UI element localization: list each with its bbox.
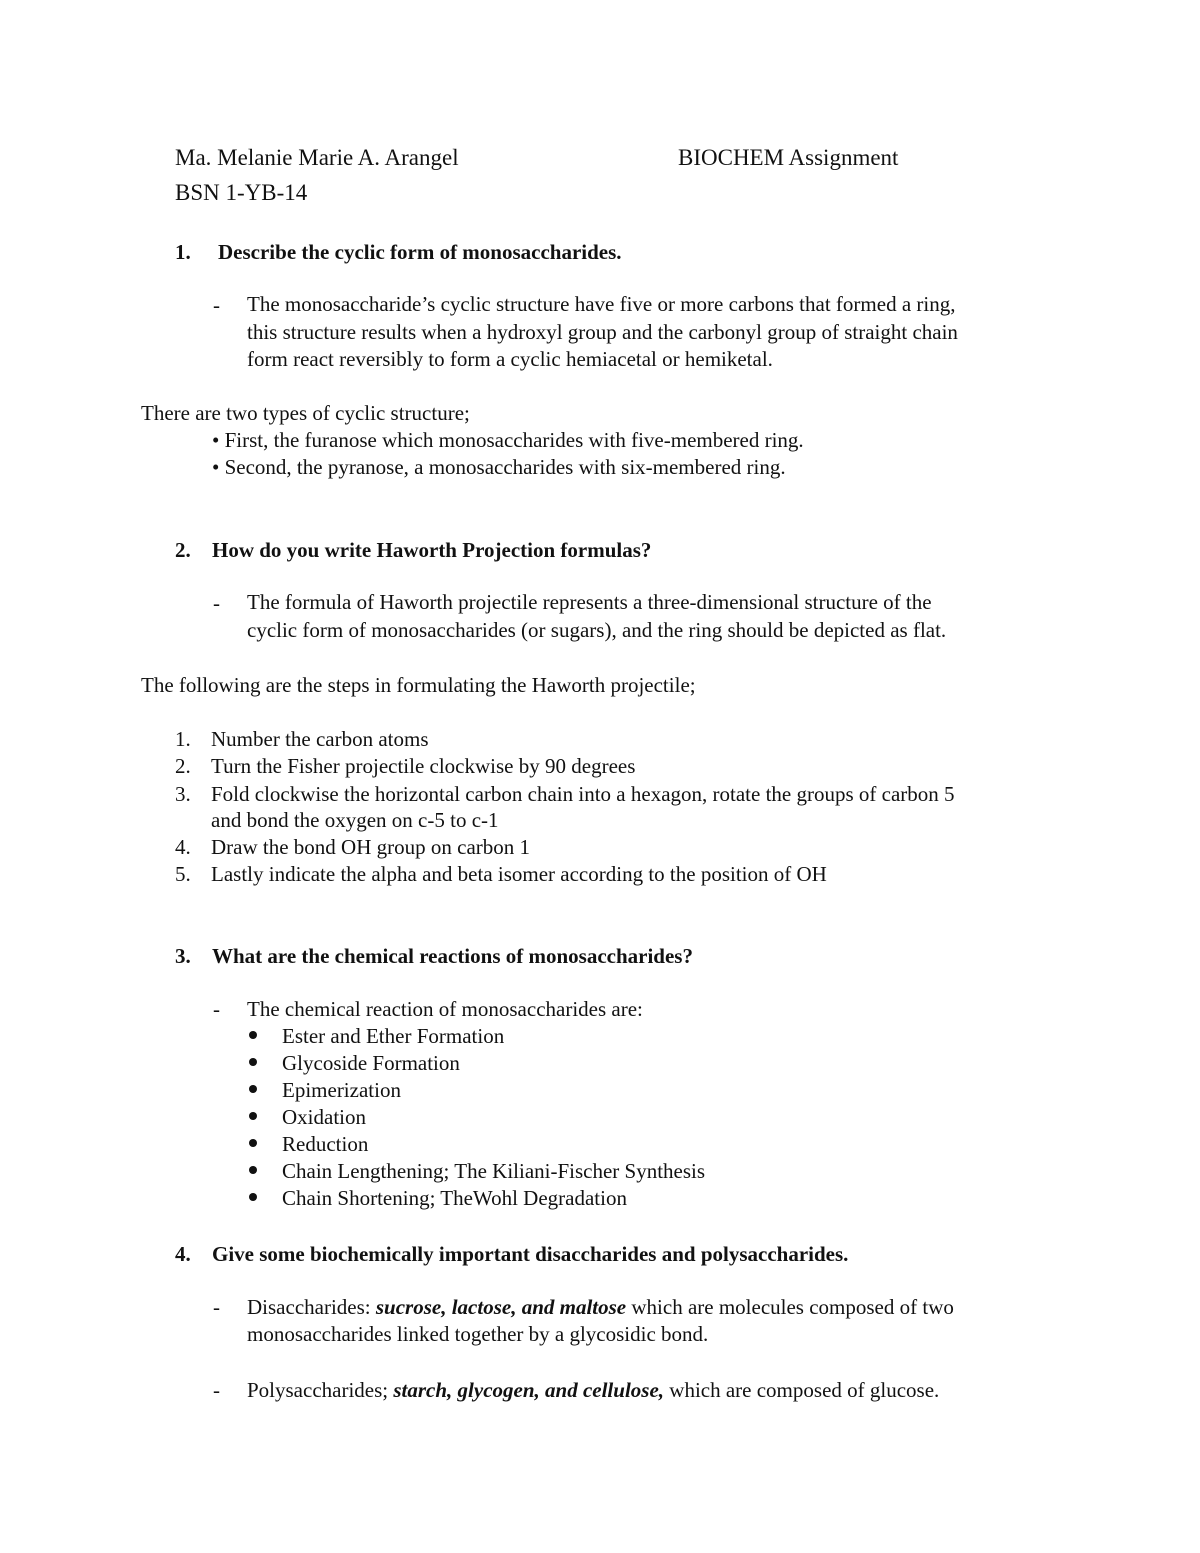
polysaccharides-label: Polysaccharides; bbox=[247, 1378, 394, 1402]
polysaccharides-examples: starch, glycogen, and cellulose, bbox=[393, 1378, 665, 1402]
haworth-steps-intro: The following are the steps in formulating the Haworth projectile; bbox=[141, 673, 696, 697]
question-1-text: Describe the cyclic form of monosaccharides. bbox=[218, 240, 622, 264]
step-3-text-line-1: Fold clockwise the horizontal carbon chain into a hexagon, rotate the groups of carbon 5 bbox=[211, 782, 955, 806]
student-section: BSN 1-YB-14 bbox=[175, 180, 308, 205]
question-2-text: How do you write Haworth Projection formulas? bbox=[212, 538, 652, 562]
answer-2-line-1: The formula of Haworth projectile represents a three-dimensional structure of the bbox=[247, 590, 932, 614]
step-3-text-line-2: and bond the oxygen on c-5 to c-1 bbox=[211, 808, 499, 832]
answer-3-dash: - bbox=[213, 997, 220, 1021]
question-1-number: 1. bbox=[175, 240, 191, 264]
reaction-item-1: Ester and Ether Formation bbox=[282, 1024, 505, 1048]
assignment-title: BIOCHEM Assignment bbox=[678, 145, 899, 170]
bullet-icon bbox=[249, 1085, 257, 1093]
question-3-text: What are the chemical reactions of monosaccharides? bbox=[212, 944, 693, 968]
answer-1-line-1: The monosaccharide’s cyclic structure have five or more carbons that formed a ring, bbox=[247, 292, 956, 316]
question-4-number: 4. bbox=[175, 1242, 191, 1266]
step-5-number: 5. bbox=[175, 862, 191, 886]
step-3-number: 3. bbox=[175, 782, 191, 806]
question-2-number: 2. bbox=[175, 538, 191, 562]
answer-1-line-3: form react reversibly to form a cyclic hemiacetal or hemiketal. bbox=[247, 347, 773, 371]
bullet-icon bbox=[249, 1112, 257, 1120]
step-5-text: Lastly indicate the alpha and beta isomer according to the position of OH bbox=[211, 862, 827, 886]
step-1-text: Number the carbon atoms bbox=[211, 727, 429, 751]
answer-2-line-2: cyclic form of monosaccharides (or sugars), and the ring should be depicted as flat. bbox=[247, 617, 947, 642]
bullet-icon bbox=[249, 1139, 257, 1147]
polysaccharides-dash: - bbox=[213, 1378, 220, 1402]
student-name: Ma. Melanie Marie A. Arangel bbox=[175, 145, 459, 170]
answer-1 bbox=[247, 291, 958, 374]
bullet-icon bbox=[249, 1058, 257, 1066]
step-4-number: 4. bbox=[175, 835, 191, 859]
answer-2-dash: - bbox=[213, 591, 220, 615]
reaction-item-6: Chain Lengthening; The Kiliani-Fischer Synthesis bbox=[282, 1159, 706, 1183]
polysaccharides-description: which are composed of glucose. bbox=[664, 1378, 940, 1402]
question-4-text: Give some biochemically important disaccharides and polysaccharides. bbox=[212, 1242, 849, 1266]
polysaccharides-line bbox=[247, 1376, 939, 1404]
cyclic-type-pyranose: • Second, the pyranose, a monosaccharides with six-membered ring. bbox=[212, 455, 786, 479]
step-2-number: 2. bbox=[175, 754, 191, 778]
reaction-item-5: Reduction bbox=[282, 1132, 369, 1156]
reaction-item-4: Oxidation bbox=[282, 1105, 366, 1129]
answer-1-dash: - bbox=[213, 293, 220, 317]
disaccharides-line-1 bbox=[247, 1293, 954, 1321]
disaccharides-description: which are molecules composed of two bbox=[626, 1295, 954, 1319]
answer-2 bbox=[247, 589, 946, 644]
question-3-number: 3. bbox=[175, 944, 191, 968]
disaccharides-examples: sucrose, lactose, and maltose bbox=[375, 1295, 627, 1319]
reaction-item-3: Epimerization bbox=[282, 1078, 401, 1102]
reaction-item-7: Chain Shortening; TheWohl Degradation bbox=[282, 1186, 627, 1210]
reactions-intro: The chemical reaction of monosaccharides are: bbox=[247, 997, 643, 1021]
reaction-item-2: Glycoside Formation bbox=[282, 1051, 460, 1075]
step-4-text: Draw the bond OH group on carbon 1 bbox=[211, 835, 531, 859]
bullet-icon bbox=[249, 1166, 257, 1174]
disaccharides-label: Disaccharides: bbox=[247, 1295, 376, 1319]
bullet-icon bbox=[249, 1193, 257, 1201]
cyclic-type-furanose: • First, the furanose which monosaccharides with five-membered ring. bbox=[212, 428, 804, 452]
step-1-number: 1. bbox=[175, 727, 191, 751]
cyclic-types-intro: There are two types of cyclic structure; bbox=[141, 401, 470, 425]
bullet-icon bbox=[249, 1031, 257, 1039]
disaccharides-dash: - bbox=[213, 1295, 220, 1319]
step-2-text: Turn the Fisher projectile clockwise by 90 degrees bbox=[211, 754, 636, 778]
disaccharides-line-2: monosaccharides linked together by a glycosidic bond. bbox=[247, 1322, 709, 1346]
answer-1-line-2: this structure results when a hydroxyl group and the carbonyl group of straight chain bbox=[247, 319, 958, 344]
